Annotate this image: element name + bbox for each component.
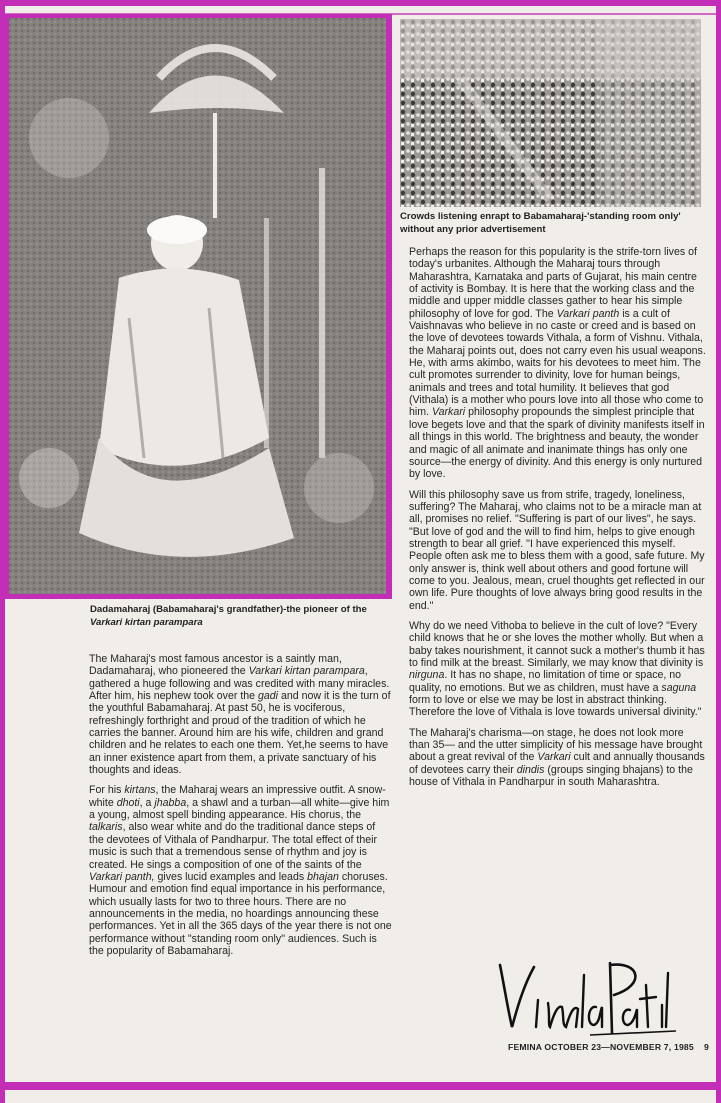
portrait-photo — [9, 18, 386, 594]
magazine-footer: FEMINA OCTOBER 23—NOVEMBER 7, 1985 — [508, 1042, 694, 1052]
right-paragraph-4: The Maharaj's charisma—on stage, he does not look more than 35— and the utter simplicity of his message have brought about a great revival of the Varkari cult and annually thousands of devotees carry their dindis (groups singing bhajans) to the house of Vithala in Pandharpur in south Maharashtra. — [409, 726, 705, 789]
signature — [490, 955, 680, 1040]
right-column — [409, 246, 706, 796]
crowd-photo — [400, 19, 701, 207]
left-column — [89, 653, 392, 965]
page-number: 9 — [704, 1042, 709, 1052]
top-border — [0, 0, 721, 6]
bottom-border — [0, 1082, 721, 1090]
portrait-caption: Dadamaharaj (Babamaharaj's grandfather)-the pioneer of the Varkari kirtan parampara — [90, 604, 367, 628]
left-paragraph-2: For his kirtans, the Maharaj wears an impressive outfit. A snow-white dhoti, a jhabba, a shawl and a turban—all white—give him a young, almost spell binding appearance. His chorus, the talkaris, also wear white and do the traditional dance steps of the devotees of Vithala of Pandharpur. The total effect of their music is such that a tremendous sense of rhythm and joy is created. He sings a composition of one of the saints of the Varkari panth, gives lucid examples and leads bhajan choruses. Humour and emotion find equal importance in his performance, which usually lasts for two to three hours. There are no announcements in the media, no hoardings announcing these performances. Yet in all the 365 days of the year there is not one performance without "standing room only" audiences. Such is the popularity of Babamaharaj. — [89, 784, 392, 957]
right-paragraph-1: Perhaps the reason for this popularity is the strife-torn lives of today's urbanites. Although the Maharaj tours through Maharashtra, Karnataka and parts of Gujarat, his main centre of activity is Bombay. It is here that the working class and the middle and upper middle classes gather to hear his simple philosophy of love for god. The Varkari panth is a cult of Vaishnavas who believe in no caste or creed and is based on the love of devotees towards Vithala, a form of Vishnu. Vithala, the Maharaj points out, does not carry even his usual weapons. He, with arms akimbo, waits for his devotees to meet him. The cult promotes surrender to divinity, love for human beings, animals and trees and total humility. It believes that god (Vithala) is a mother who pours love into all those who come to him. Varkari philosophy propounds the simplest principle that love begets love and that the spark of divinity manifests itself in all things in this world. The brightness and beauty, the wonder and magic of all animate and inanimate things has only one source—the energy of divinity. And this energy is only nurtured by love. — [409, 246, 706, 481]
right-border — [716, 0, 721, 1103]
signature-mark — [490, 955, 680, 1040]
right-paragraph-2: Will this philosophy save us from strife, tragedy, loneliness, suffering? The Maharaj, who claims not to be a miracle man at all, promises no relief. "Suffering is part of our lives", he says. "But love of god and the will to find him, helps to give enough strength to bear all grief. "I have experienced this myself. People often ask me to bless them with a good, safe future. My only answer is, think well about others and good fortune will come to you. Jealous, mean, cruel thoughts get reflected in our own life. Pure thoughts of love always bring good results in the end." — [409, 488, 705, 612]
left-paragraph-1: The Maharaj's most famous ancestor is a saintly man, Dadamaharaj, who pioneered the Varkari kirtan parampara, gathered a huge following and was credited with many miracles. After him, his nephew took over the gadi and now it is the turn of the youthful Babamaharaj. At past 50, he is vociferous, refreshingly forthright and proud of the tradition of which he carries the banner. Around him are his wife, children and grand children and he relates to each one them. Yet,he seems to have an inner existence apart from them, a private sanctuary of his thoughts and ideas. — [89, 653, 391, 777]
crowd-caption: Crowds listening enrapt to Babamaharaj-'standing room only' without any prior advertisement — [400, 211, 681, 235]
right-paragraph-3: Why do we need Vithoba to believe in the cult of love? "Every child knows that he or she loves the mother wholly. But when a baby takes nourishment, it cannot suck a mother's thumb it has to find milk at the breast. Similarly, we may know that divinity is nirguna. It has no shape, no limitation of time or space, no quality, no emotions. But we as children, must have a saguna form to love or else we may be lost in abstract thinking. Therefore the love of Vithala is love towards universal divinity." — [409, 619, 705, 719]
